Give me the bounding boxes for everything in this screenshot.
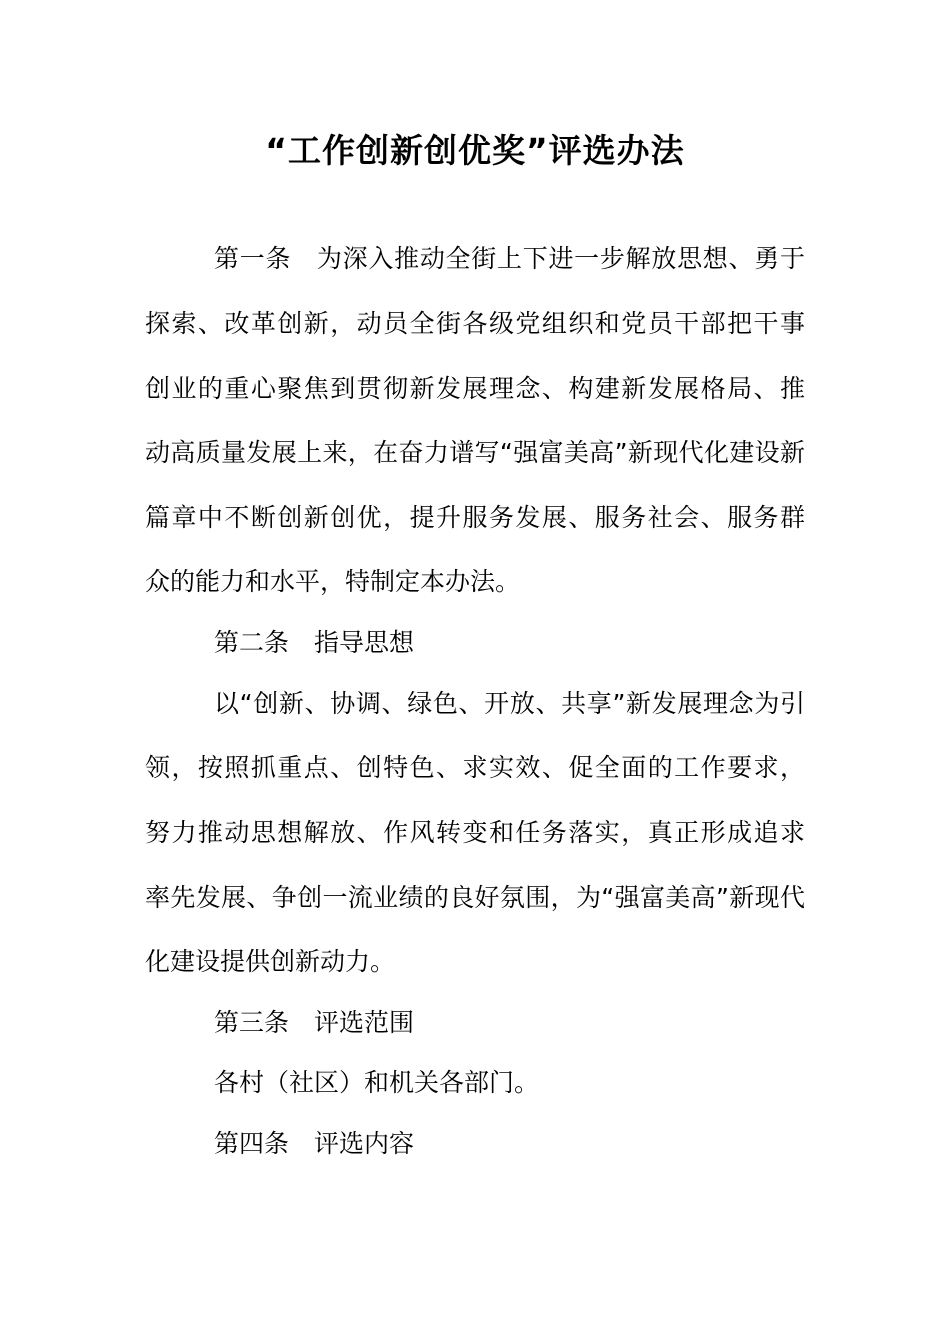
article-1-heading-line: 第一条 为深入推动全街上下进一步解放思想、勇于 — [214, 244, 805, 273]
article-3-heading: 第三条 评选范围 — [214, 1008, 415, 1037]
paragraph-line: 率先发展、争创一流业绩的良好氛围，为“强富美高”新现代 — [145, 883, 805, 912]
paragraph-line: 探索、改革创新，动员全街各级党组织和党员干部把干事 — [145, 309, 805, 338]
paragraph-line: 努力推动思想解放、作风转变和任务落实，真正形成追求 — [145, 818, 805, 847]
paragraph-line: 动高质量发展上来，在奋力谱写“强富美高”新现代化建设新 — [145, 438, 805, 467]
article-4-heading: 第四条 评选内容 — [214, 1129, 415, 1158]
paragraph-line: 化建设提供创新动力。 — [145, 947, 396, 976]
paragraph-line: 众的能力和水平，特制定本办法。 — [145, 567, 521, 596]
paragraph-line: 以“创新、协调、绿色、开放、共享”新发展理念为引 — [214, 689, 805, 718]
article-2-heading: 第二条 指导思想 — [214, 628, 415, 657]
paragraph-line: 创业的重心聚焦到贯彻新发展理念、构建新发展格局、推 — [145, 374, 805, 403]
paragraph-line: 各村（社区）和机关各部门。 — [214, 1068, 540, 1097]
document-title: “工作创新创优奖”评选办法 — [265, 131, 685, 170]
paragraph-line: 篇章中不断创新创优，提升服务发展、服务社会、服务群 — [145, 503, 805, 532]
paragraph-line: 领，按照抓重点、创特色、求实效、促全面的工作要求， — [145, 753, 805, 782]
